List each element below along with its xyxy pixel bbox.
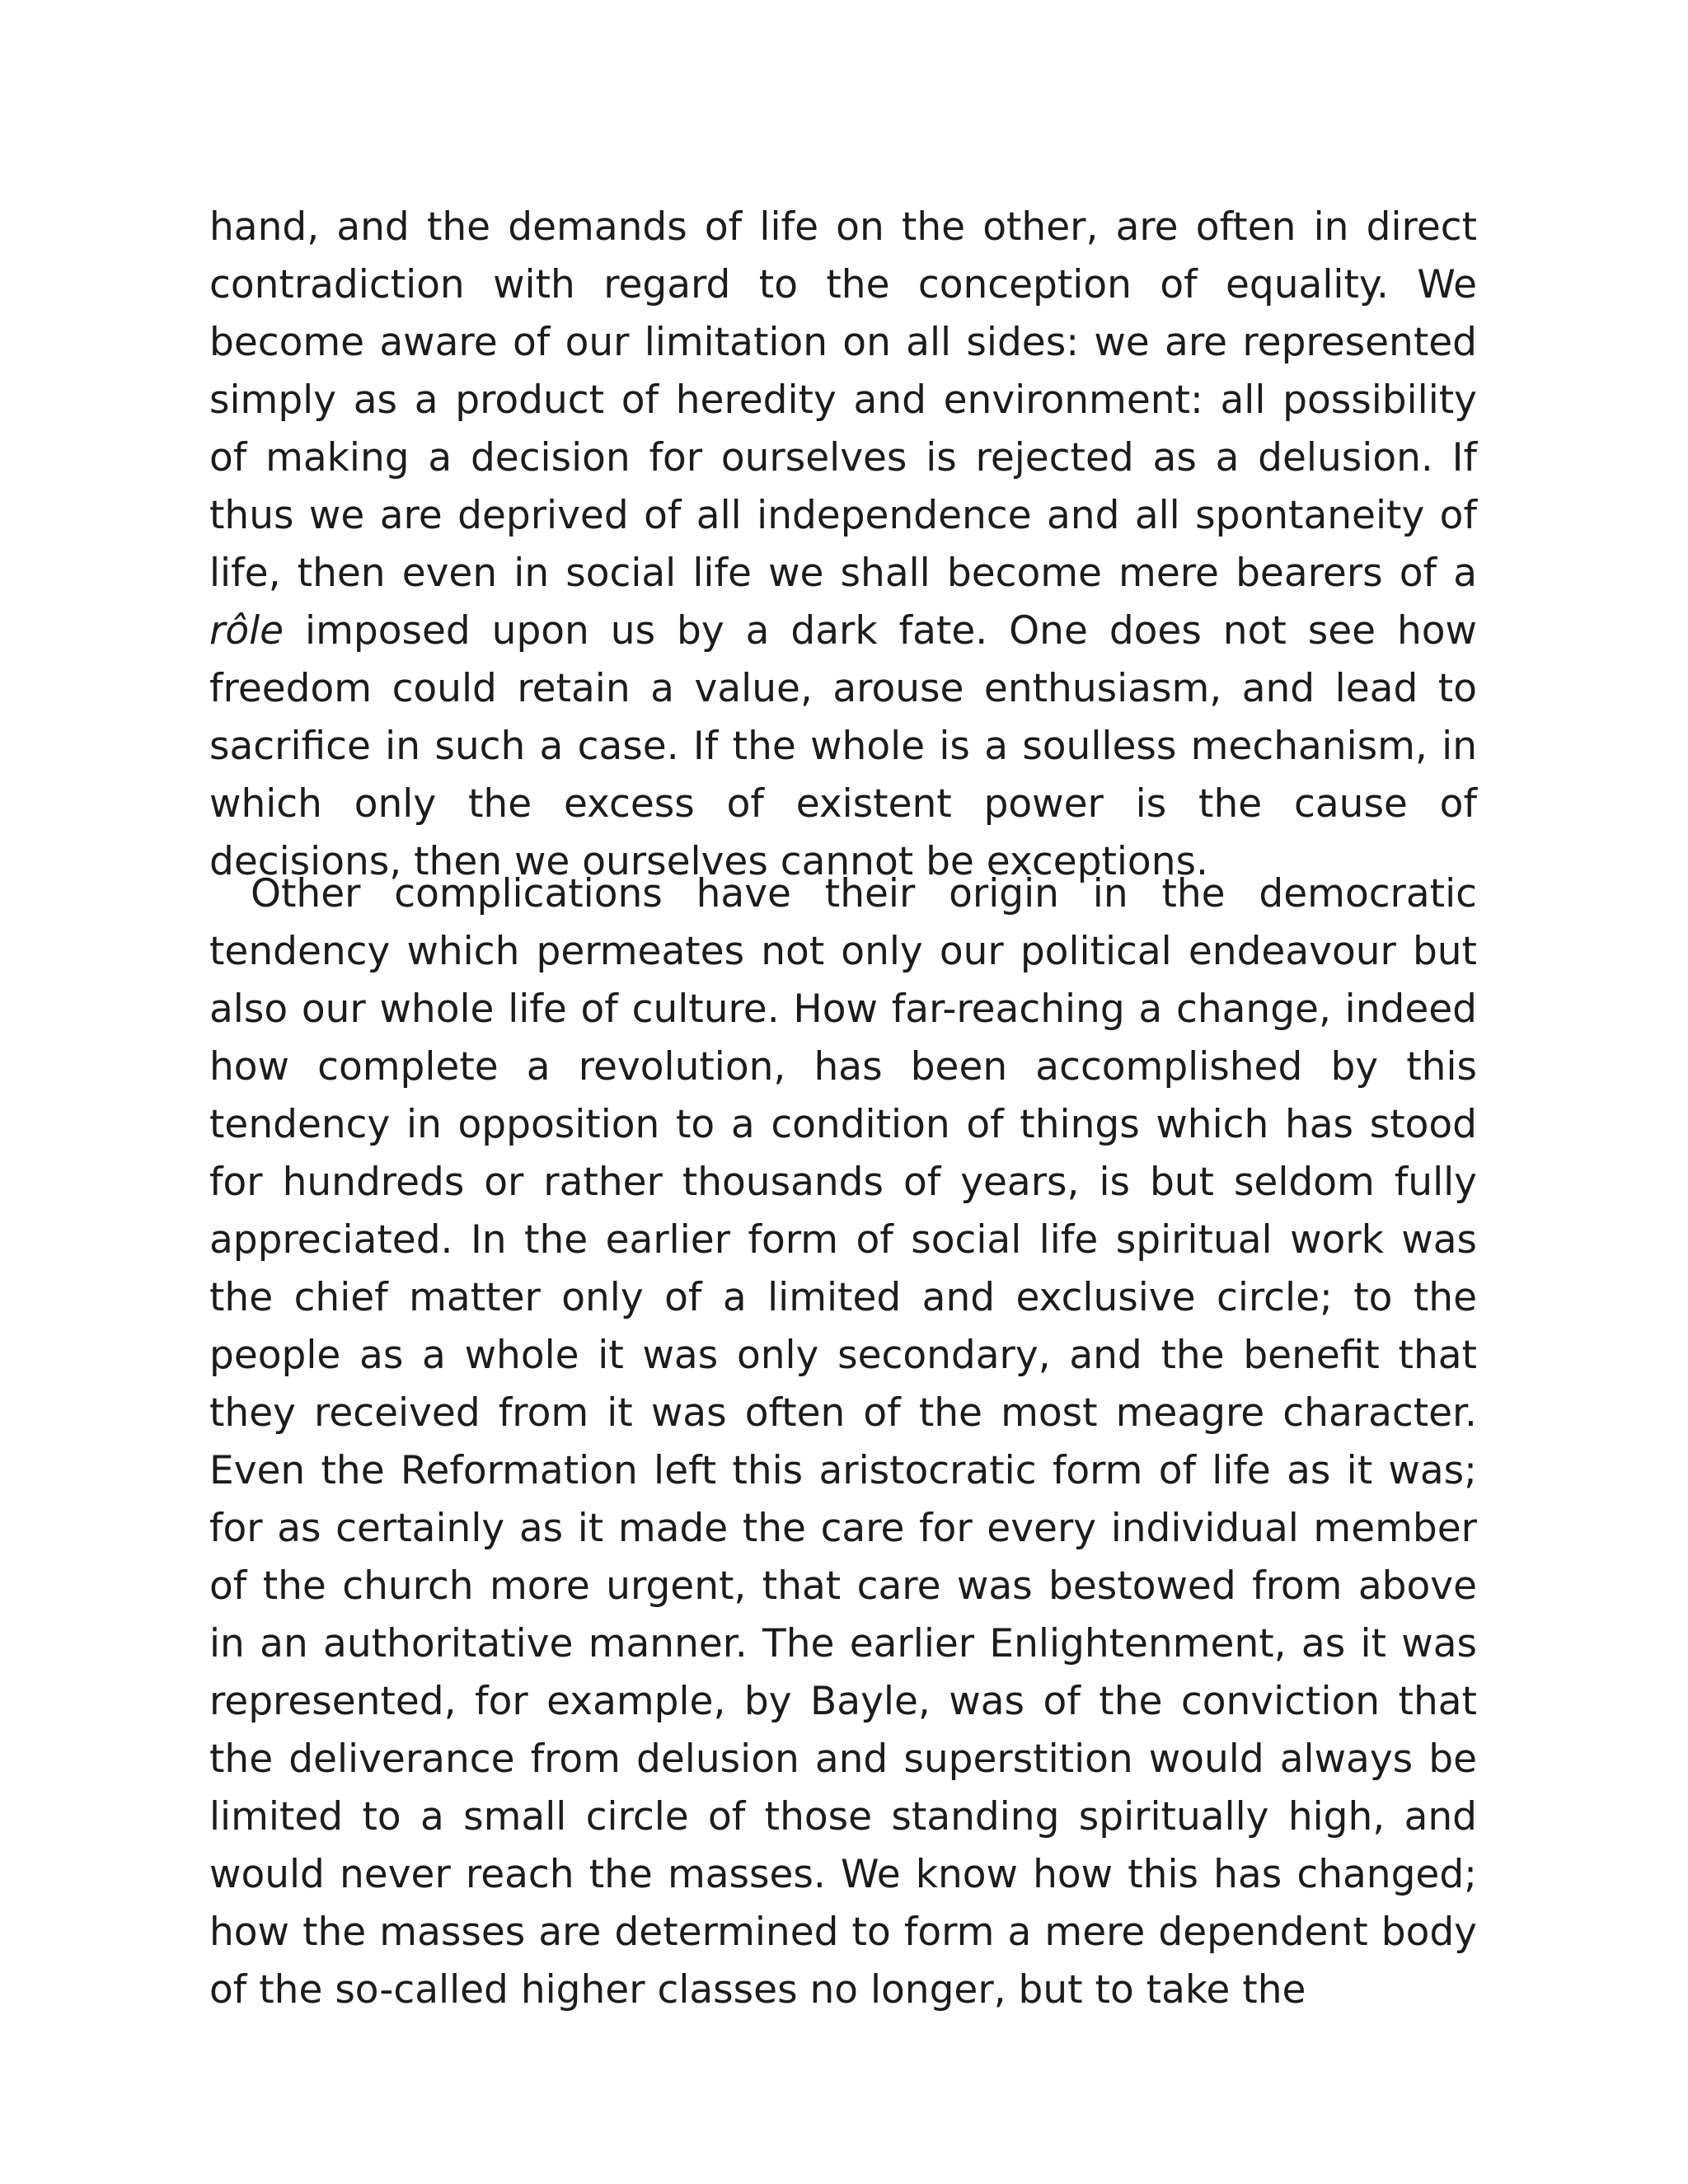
paragraph-1: [209, 199, 1477, 891]
paragraph-1-text-end: imposed upon us by a dark fate. One does not see how freedom could retain a value, arouse enthusiasm, and lead to sacrifice in such a case. If the whole is a soulless mechanism, in which only the excess of existent power is the cause of decisions, then we ourselves cannot be exceptions.: [209, 608, 1477, 884]
paragraph-2: Other complications have their origin in the democratic tendency which permeates not only our political endeavour but also our whole life of culture. How far-reaching a change, indeed how complete a revolution, has been accomplished by this tendency in opposition to a condition of things which has stood for hundreds or rather thousands of years, is but seldom fully appreciated. In the earlier form of social life spiritual work was the chief matter only of a limited and exclusive circle; to the people as a whole it was only secondary, and the benefit that they received from it was often of the most meagre character. Even the Reformation left this aristocratic form of life as it was; for as certainly as it made the care for every individual member of the church more urgent, that care was bestowed from above in an authoritative manner. The earlier Enlightenment, as it was represented, for example, by Bayle, was of the conviction that the deliverance from delusion and superstition would always be limited to a small circle of those standing spiritually high, and would never reach the masses. We know how this has changed; how the masses are determined to form a mere dependent body of the so-called higher classes no longer, but to take the: [209, 871, 1477, 2013]
italic-word-role: rôle: [209, 608, 284, 654]
paragraph-1-text-start: hand, and the demands of life on the other, are often in direct contradiction with regard to the conception of equality. We become aware of our limitation on all sides: we are represented simply as a product of heredity and environment: all possibility of making a decision for ourselves is rejected as a delusion. If thus we are deprived of all independence and all spontaneity of life, then even in social life we shall become mere bearers of a: [209, 204, 1477, 596]
